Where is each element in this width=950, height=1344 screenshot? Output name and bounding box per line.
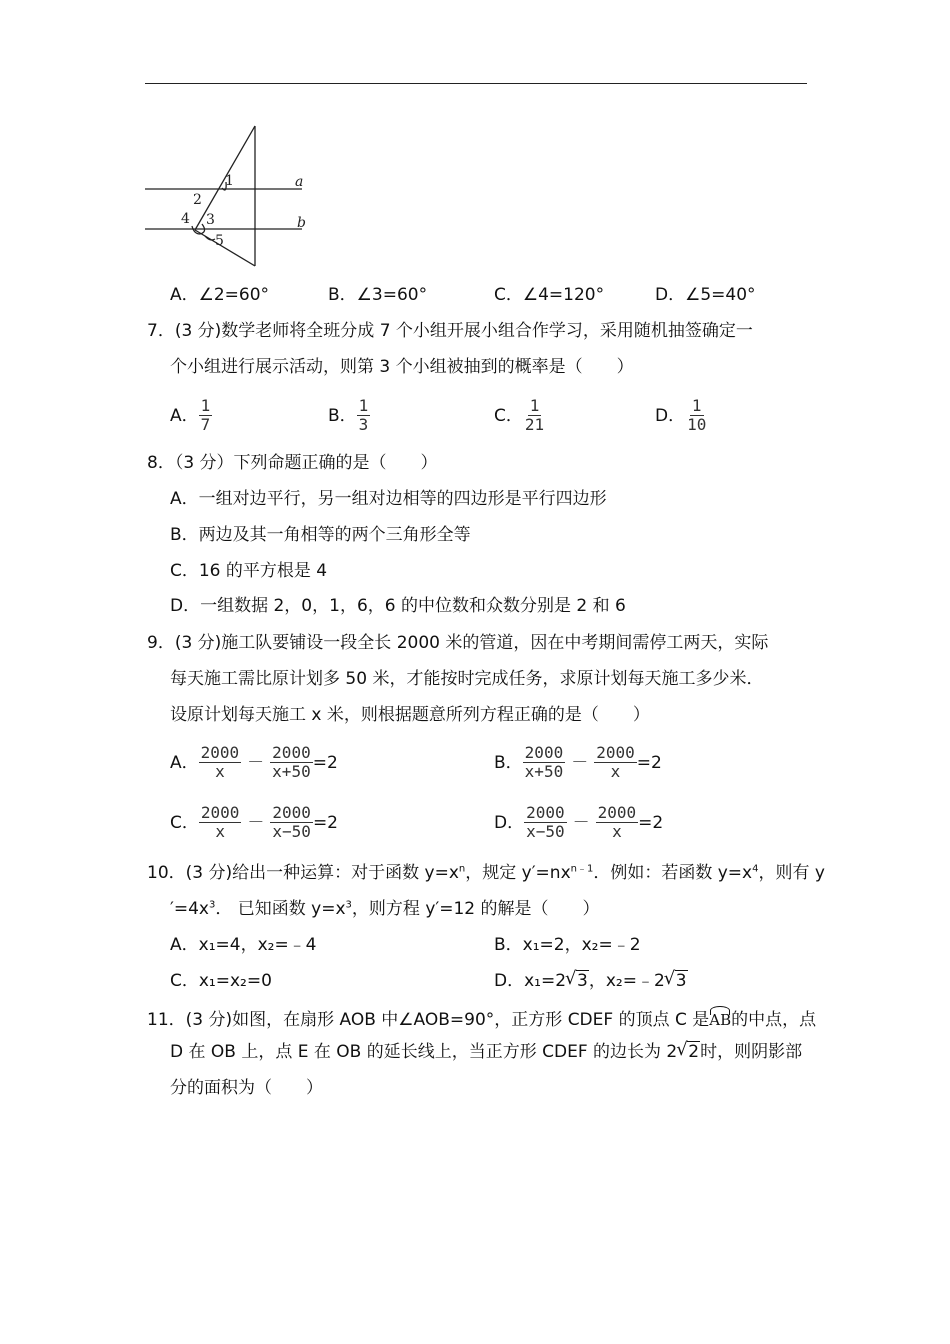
q9-option-d[interactable]: [494, 804, 663, 841]
text: 的中点，点: [731, 1010, 817, 1030]
q10-option-a[interactable]: A．x₁=4，x₂=﹣4: [170, 935, 317, 955]
minus-sign: －: [247, 812, 265, 833]
text: ． 已知函数 y=x: [215, 899, 346, 919]
option-label: B．: [328, 405, 357, 426]
equation-rhs: =2: [636, 752, 662, 773]
q9-option-b[interactable]: [494, 744, 662, 781]
q9-stem-line1: 9．(3 分)施工队要铺设一段全长 2000 米的管道，因在中考期间需停工两天，实际: [147, 633, 769, 653]
q8-stem: 8．（3 分）下列命题正确的是（ ）: [147, 453, 438, 473]
q6-option-a[interactable]: A．∠2=60°: [170, 285, 270, 305]
q9-stem-line3: 设原计划每天施工 x 米，则根据题意所列方程正确的是（ ）: [170, 705, 650, 725]
q9-option-c[interactable]: [170, 804, 338, 841]
q10-stem-line2: [170, 899, 600, 919]
option-label: D．: [494, 812, 525, 833]
text: D 在 OB 上，点 E 在 OB 的延长线上，当正方形 CDEF 的边长为 2: [170, 1042, 678, 1062]
q6-option-c[interactable]: C．∠4=120°: [494, 285, 605, 305]
q10-option-c[interactable]: C．x₁=x₂=0: [170, 971, 272, 991]
q8-option-c[interactable]: C．16 的平方根是 4: [170, 561, 328, 581]
minus-sign: －: [572, 812, 590, 833]
q6-option-b[interactable]: B．∠3=60°: [328, 285, 428, 305]
parallel-lines-figure: [140, 120, 315, 275]
fraction: $\frac{2000}{x}$: [200, 803, 240, 841]
minus-sign: －: [247, 752, 265, 773]
option-label: A．: [170, 405, 199, 426]
text: ．例如：若函数 y=x: [593, 863, 753, 883]
minus-sign: －: [571, 752, 589, 773]
q9-option-a[interactable]: [170, 744, 338, 781]
q10-stem-line1: [147, 863, 825, 883]
fraction: $\frac{1}{3}$: [358, 396, 369, 434]
fraction: $\frac{1}{7}$: [200, 396, 211, 434]
option-label: B．: [494, 752, 523, 773]
text: 10．(3 分)给出一种运算：对于函数 y=x: [147, 863, 459, 883]
q11-stem-line1: [147, 1006, 816, 1030]
q10-option-b[interactable]: B．x₁=2，x₂=﹣2: [494, 935, 641, 955]
q8-option-d[interactable]: D．一组数据 2，0，1，6，6 的中位数和众数分别是 2 和 6: [170, 596, 626, 616]
q7-option-c[interactable]: [494, 397, 546, 434]
text: ′=4x: [170, 899, 209, 919]
fraction: $\frac{2000}{x}$: [597, 803, 637, 841]
fraction: $\frac{2000}{x-50}$: [272, 803, 311, 841]
q11-stem-line2: [170, 1042, 802, 1062]
fraction: $\frac{2000}{x}$: [596, 743, 635, 781]
fraction: $\frac{2000}{x-50}$: [526, 803, 565, 841]
exponent: 3: [345, 899, 352, 911]
angle-label-5: 5: [215, 233, 224, 249]
text: D．x₁=2: [494, 971, 567, 991]
exponent: n: [458, 863, 466, 875]
arc-ab: AB: [709, 1006, 731, 1030]
fraction: $\frac{2000}{x}$: [200, 743, 240, 781]
text: ，x₂=﹣2: [588, 971, 665, 991]
text: ，则方程 y′=12 的解是（ ）: [351, 899, 600, 919]
equation-rhs: =2: [312, 752, 338, 773]
angle-label-1: 1: [225, 173, 234, 189]
option-label: C．: [494, 405, 523, 426]
option-label: A．: [170, 752, 199, 773]
q8-option-b[interactable]: B．两边及其一角相等的两个三角形全等: [170, 525, 471, 545]
equation-rhs: =2: [638, 812, 664, 833]
exponent: 3: [208, 899, 216, 911]
q7-option-d[interactable]: [655, 397, 708, 434]
q7-stem-line1: 7．(3 分)数学老师将全班分成 7 个小组开展小组合作学习，采用随机抽签确定一: [147, 321, 753, 341]
angle-label-4: 4: [181, 211, 190, 227]
square-root: √ 2: [677, 1042, 700, 1062]
line-label-b: b: [297, 215, 306, 231]
line-label-a: a: [295, 174, 304, 190]
fraction: $\frac{1}{10}$: [687, 396, 707, 434]
angle-label-3: 3: [206, 212, 215, 228]
fraction: $\frac{1}{21}$: [524, 396, 545, 434]
q7-stem-line2: 个小组进行展示活动，则第 3 个小组被抽到的概率是（ ）: [170, 357, 634, 377]
q6-option-d[interactable]: D．∠5=40°: [655, 285, 756, 305]
exponent: n﹣1: [570, 863, 594, 875]
q8-option-a[interactable]: A．一组对边平行，另一组对边相等的四边形是平行四边形: [170, 489, 607, 509]
fraction: $\frac{2000}{x+50}$: [524, 743, 564, 781]
text: ，则有 y: [758, 863, 825, 883]
angle-label-2: 2: [193, 192, 202, 208]
square-root: √ 3: [665, 971, 688, 991]
q7-option-b[interactable]: [328, 397, 370, 434]
option-label: C．: [170, 812, 199, 833]
option-label: D．: [655, 405, 686, 426]
header-rule: [145, 83, 807, 84]
fraction: $\frac{2000}{x+50}$: [272, 743, 311, 781]
text: 11．(3 分)如图，在扇形 AOB 中∠AOB=90°，正方形 CDEF 的顶点 C 是: [147, 1010, 710, 1030]
q10-option-d[interactable]: [494, 971, 688, 991]
q11-stem-line3: 分的面积为（ ）: [170, 1078, 323, 1098]
exponent: 4: [752, 863, 759, 875]
text: ，规定 y′=nx: [465, 863, 571, 883]
q9-stem-line2: 每天施工需比原计划多 50 米，才能按时完成任务，求原计划每天施工多少米．: [170, 669, 764, 689]
equation-rhs: =2: [312, 812, 338, 833]
q7-option-a[interactable]: [170, 397, 212, 434]
text: 时，则阴影部: [700, 1042, 803, 1062]
square-root: √ 3: [566, 971, 589, 991]
